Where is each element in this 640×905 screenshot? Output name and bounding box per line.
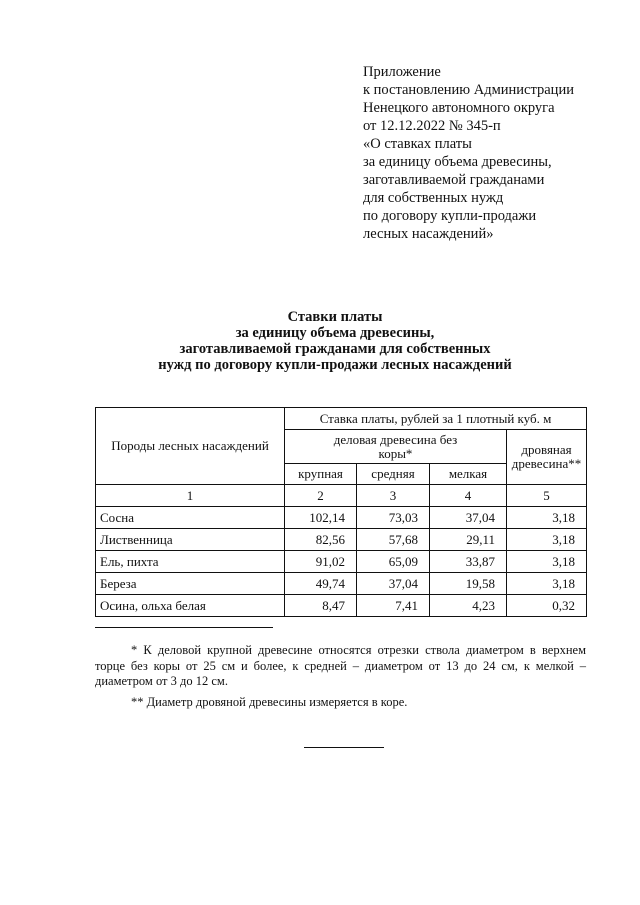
- business-wood-header: деловая древесина без коры*: [285, 430, 507, 464]
- rates-table: [95, 407, 587, 617]
- large-rate-cell: 91,02: [285, 551, 357, 573]
- table-row: [96, 551, 587, 573]
- appendix-line: за единицу объема древесины,: [363, 154, 552, 170]
- appendix-block: [363, 63, 574, 243]
- firewood-rate-cell: 0,32: [507, 595, 587, 617]
- footnote-2: ** Диаметр дровяной древесины измеряется в коре.: [131, 694, 408, 709]
- species-cell: Береза: [96, 573, 285, 595]
- footnote-1: * К деловой крупной древесине относятся отрезки ствола диаметром в верхнем торце без коры от 25 см и более, к средней – диаметром от 13 до 24 см, к мелкой – диаметром от 3 до 12 см.: [95, 643, 586, 688]
- large-rate-cell: 82,56: [285, 529, 357, 551]
- appendix-line: от 12.12.2022 № 345-п: [363, 118, 501, 134]
- medium-rate-cell: 37,04: [357, 573, 430, 595]
- appendix-line: «О ставках платы: [363, 136, 472, 152]
- column-number: 5: [507, 485, 587, 507]
- title-line: Ставки платы: [287, 309, 383, 325]
- small-rate-cell: 37,04: [430, 507, 507, 529]
- column-number: 1: [96, 485, 285, 507]
- table-row: [96, 595, 587, 617]
- small-rate-cell: 29,11: [430, 529, 507, 551]
- species-cell: Сосна: [96, 507, 285, 529]
- title-line: нужд по договору купли-продажи лесных насаждений: [158, 357, 512, 373]
- appendix-line: Приложение: [363, 64, 441, 80]
- species-header: Породы лесных насаждений: [96, 408, 285, 485]
- table-header-row: [96, 408, 587, 430]
- title-line: заготавливаемой гражданами для собственных: [179, 341, 491, 357]
- firewood-rate-cell: 3,18: [507, 551, 587, 573]
- large-header: крупная: [285, 464, 357, 485]
- column-number: 2: [285, 485, 357, 507]
- end-of-document-line: [304, 747, 384, 748]
- appendix-line: к постановлению Администрации: [363, 82, 574, 98]
- medium-rate-cell: 57,68: [357, 529, 430, 551]
- large-rate-cell: 8,47: [285, 595, 357, 617]
- species-cell: Лиственница: [96, 529, 285, 551]
- appendix-line: для собственных нужд: [363, 190, 504, 206]
- column-number-row: [96, 485, 587, 507]
- footnote-separator: [95, 627, 273, 628]
- column-number: 3: [357, 485, 430, 507]
- document-title: [100, 309, 570, 373]
- firewood-rate-cell: 3,18: [507, 529, 587, 551]
- species-cell: Осина, ольха белая: [96, 595, 285, 617]
- firewood-rate-cell: 3,18: [507, 573, 587, 595]
- table-row: [96, 573, 587, 595]
- firewood-header: дровяная древесина**: [507, 430, 587, 485]
- species-cell: Ель, пихта: [96, 551, 285, 573]
- rate-header: Ставка платы, рублей за 1 плотный куб. м: [285, 408, 587, 430]
- small-header: мелкая: [430, 464, 507, 485]
- appendix-line: заготавливаемой гражданами: [363, 172, 545, 188]
- title-line: за единицу объема древесины,: [235, 325, 435, 341]
- footnotes: [95, 643, 586, 710]
- medium-rate-cell: 7,41: [357, 595, 430, 617]
- small-rate-cell: 19,58: [430, 573, 507, 595]
- large-rate-cell: 102,14: [285, 507, 357, 529]
- medium-rate-cell: 65,09: [357, 551, 430, 573]
- small-rate-cell: 33,87: [430, 551, 507, 573]
- medium-header: средняя: [357, 464, 430, 485]
- appendix-line: лесных насаждений»: [363, 226, 494, 242]
- appendix-line: по договору купли-продажи: [363, 208, 537, 224]
- column-number: 4: [430, 485, 507, 507]
- small-rate-cell: 4,23: [430, 595, 507, 617]
- table-row: [96, 529, 587, 551]
- firewood-rate-cell: 3,18: [507, 507, 587, 529]
- large-rate-cell: 49,74: [285, 573, 357, 595]
- table-row: [96, 507, 587, 529]
- appendix-line: Ненецкого автономного округа: [363, 100, 555, 116]
- medium-rate-cell: 73,03: [357, 507, 430, 529]
